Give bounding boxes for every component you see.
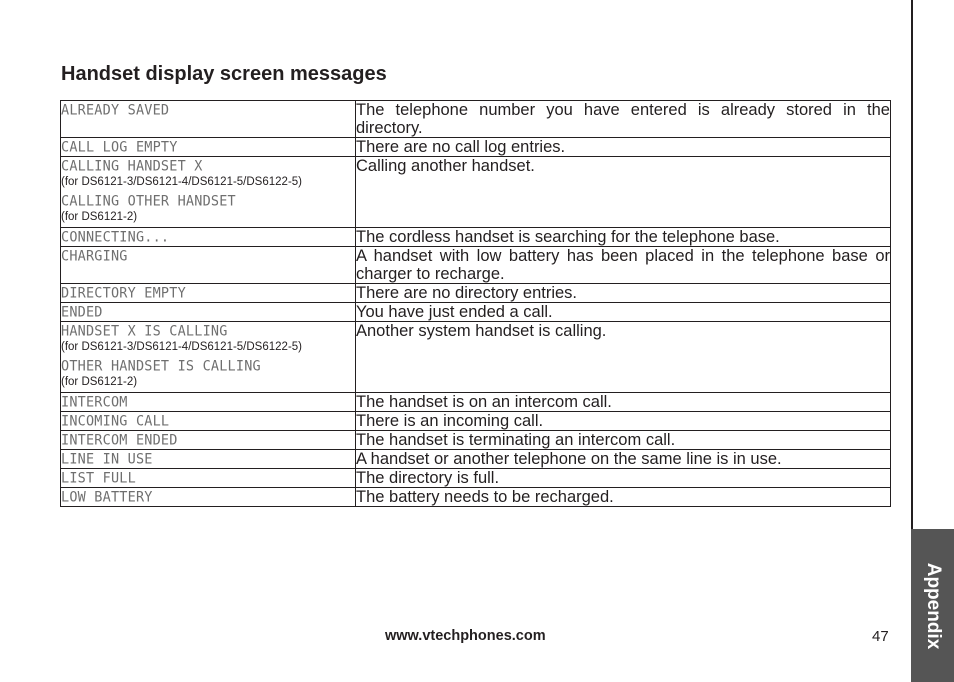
display-message: ALREADY SAVED [61,102,170,119]
message-code-cell [61,101,356,138]
table-row [61,303,891,322]
table-row [61,488,891,507]
table-row [61,101,891,138]
message-code-cell [61,450,356,469]
display-message: LINE IN USE [61,451,153,468]
message-description: The handset is on an intercom call. [356,393,891,412]
message-code-cell [61,284,356,303]
page-number: 47 [872,628,889,645]
message-description: A handset or another telephone on the same line is in use. [356,450,891,469]
display-message: CALLING HANDSET X [61,158,203,175]
appendix-tab-label: Appendix [922,562,944,649]
display-message-alt: OTHER HANDSET IS CALLING [61,358,261,375]
message-code-cell [61,412,356,431]
table-row [61,157,891,228]
display-message: HANDSET X IS CALLING [61,323,228,340]
table-row [61,284,891,303]
footer-website-link[interactable]: www.vtechphones.com [385,628,546,644]
display-message: LOW BATTERY [61,489,153,506]
message-description: The cordless handset is searching for the telephone base. [356,228,891,247]
model-note: (for DS6121-3/DS6121-4/DS6121-5/DS6122-5) [61,176,302,188]
table-row [61,393,891,412]
model-note-alt: (for DS6121-2) [61,376,138,388]
message-code-cell [61,228,356,247]
table-row [61,431,891,450]
table-row [61,228,891,247]
message-description: You have just ended a call. [356,303,891,322]
display-message: CHARGING [61,248,128,265]
display-message: INTERCOM ENDED [61,432,178,449]
display-message: CONNECTING... [61,229,170,246]
table-row [61,469,891,488]
message-description: There is an incoming call. [356,412,891,431]
message-code-cell [61,488,356,507]
display-message: DIRECTORY EMPTY [61,285,186,302]
message-description: The handset is terminating an intercom call. [356,431,891,450]
message-code-cell [61,138,356,157]
table-row [61,138,891,157]
table-row [61,322,891,393]
table-row [61,247,891,284]
display-message: CALL LOG EMPTY [61,139,178,156]
appendix-tab[interactable] [911,529,954,682]
message-description: There are no directory entries. [356,284,891,303]
display-message: LIST FULL [61,470,136,487]
page-title: Handset display screen messages [61,63,387,85]
display-message: INTERCOM [61,394,128,411]
message-description: Another system handset is calling. [356,322,891,393]
table-row [61,450,891,469]
message-code-cell [61,322,356,393]
message-code-cell [61,303,356,322]
message-description: A handset with low battery has been placed in the telephone base or charger to recharge. [356,247,890,283]
messages-table [60,100,891,507]
message-description: The telephone number you have entered is already stored in the directory. [356,101,890,137]
display-message: ENDED [61,304,103,321]
table-row [61,412,891,431]
message-description: There are no call log entries. [356,138,891,157]
message-code-cell [61,393,356,412]
model-note: (for DS6121-3/DS6121-4/DS6121-5/DS6122-5) [61,341,302,353]
message-description: The directory is full. [356,469,891,488]
message-code-cell [61,247,356,284]
message-code-cell [61,157,356,228]
display-message-alt: CALLING OTHER HANDSET [61,193,236,210]
message-code-cell [61,469,356,488]
display-message: INCOMING CALL [61,413,170,430]
message-description: The battery needs to be recharged. [356,488,891,507]
model-note-alt: (for DS6121-2) [61,211,138,223]
message-description: Calling another handset. [356,157,891,228]
message-code-cell [61,431,356,450]
